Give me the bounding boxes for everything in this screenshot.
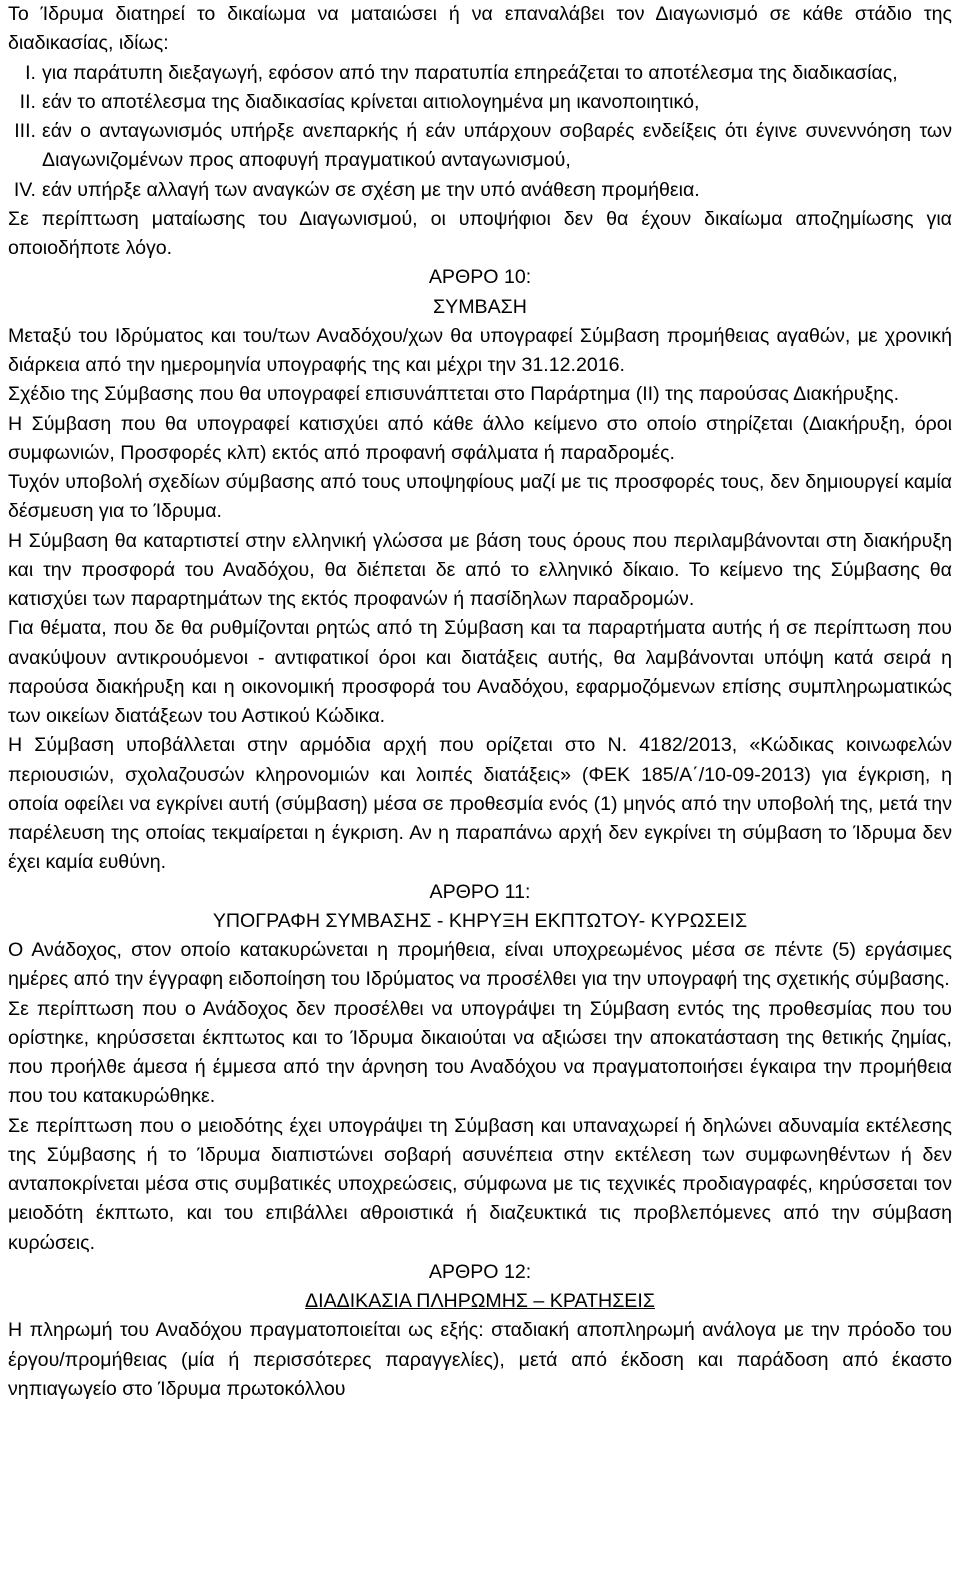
list-item xyxy=(8,88,952,117)
list-item-number: III. xyxy=(14,120,36,142)
list-item-number: I. xyxy=(25,61,36,84)
list-item-text: για παράτυπη διεξαγωγή, εφόσον από την παρατυπία επηρεάζεται το αποτέλεσμα της διαδικασίας, xyxy=(42,61,898,84)
cancellation-note: Σε περίπτωση ματαίωσης του Διαγωνισμού, οι υποψήφιοι δεν θα έχουν δικαίωμα αποζημίωσης για οποιοδήποτε λόγο. xyxy=(8,207,952,259)
article-11-title: ΥΠΟΓΡΑΦΗ ΣΥΜΒΑΣΗΣ - ΚΗΡΥΞΗ ΕΚΠΤΩΤΟΥ- ΚΥΡΩΣΕΙΣ xyxy=(212,909,748,932)
article-10-title: ΣΥΜΒΑΣΗ xyxy=(433,295,527,318)
article-10-paragraph: Η Σύμβαση θα καταρτιστεί στην ελληνική γλώσσα με βάση τους όρους που περιλαμβάνονται στη διακήρυξη και την προσφορά του Αναδόχου, θα διέπεται δε από το ελληνικό δίκαιο. Το κείμενο της Σύμβασης θα κατισχύει των παραρτημάτων της εκτός προφανών ή πασίδηλων παραδρομών. xyxy=(8,529,952,610)
article-10-paragraph: Σχέδιο της Σύμβασης που θα υπογραφεί επισυνάπτεται στο Παράρτημα (ΙΙ) της παρούσας Διακήρυξης. xyxy=(8,383,900,406)
article-10-paragraph: Τυχόν υποβολή σχεδίων σύμβασης από τους υποψηφίους μαζί με τις προσφορές τους, δεν δημιουργεί καμία δέσμευση για το Ίδρυμα. xyxy=(8,471,952,523)
article-10-paragraph: Για θέματα, που δε θα ρυθμίζονται ρητώς από τη Σύμβαση και τα παραρτήματα αυτής ή σε περίπτωση που ανακύψουν αντικρουόμενοι - αντιφατικοί όροι και διατάξεις αυτής, θα λαμβάνονται υπόψη κατά σειρά η παρούσα διακήρυξη και η οικονομική προσφορά του Αναδόχου, εφαρμοζόμενων επίσης συμπληρωματικώς των οικείων διατάξεων του Αστικού Κώδικα. xyxy=(8,617,952,727)
list-item xyxy=(8,117,952,176)
list-item-text: εάν υπήρξε αλλαγή των αναγκών σε σχέση με την υπό ανάθεση προμήθεια. xyxy=(42,178,700,201)
list-item xyxy=(8,176,952,205)
document-body xyxy=(8,0,952,1404)
article-10-paragraph: Μεταξύ του Ιδρύματος και του/των Αναδόχου/χων θα υπογραφεί Σύμβαση προμήθειας αγαθών, με χρονική διάρκεια από την ημερομηνία υπογραφής της και μέχρι την 31.12.2016. xyxy=(8,324,952,376)
article-12-title xyxy=(8,1287,952,1316)
list-item xyxy=(8,59,952,88)
cancellation-reasons-list xyxy=(8,59,952,205)
article-11-paragraph: Σε περίπτωση που ο μειοδότης έχει υπογράψει τη Σύμβαση και υπαναχωρεί ή δηλώνει αδυναμία εκτέλεσης της Σύμβασης ή το Ίδρυμα διαπιστώνει σοβαρή ασυνέπεια στην εκτέλεση των συμφωνηθέντων ή δεν ανταποκρίνεται μέσα στις συμβατικές υποχρεώσεις, σύμφωνα με τις τεχνικές προδιαγραφές, κηρύσσεται τον μειοδότη έκπτωτο, και του επιβάλλει αθροιστικά ή διαζευκτικά τις προβλεπόμενες από την σύμβαση κυρώσεις. xyxy=(8,1114,952,1254)
list-item-number: II. xyxy=(19,90,36,113)
list-item-text: εάν το αποτέλεσμα της διαδικασίας κρίνεται αιτιολογημένα μη ικανοποιητικό, xyxy=(42,90,700,113)
list-item-number: IV. xyxy=(13,178,36,201)
article-10-paragraph: Η Σύμβαση που θα υπογραφεί κατισχύει από κάθε άλλο κείμενο στο οποίο στηρίζεται (Διακήρυξη, όροι συμφωνιών, Προσφορές κλπ) εκτός από προφανή σφάλματα ή παραδρομές. xyxy=(8,412,952,464)
article-11-heading: ΑΡΘΡΟ 11: xyxy=(429,880,531,903)
intro-paragraph: Το Ίδρυμα διατηρεί το δικαίωμα να ματαιώσει ή να επαναλάβει τον Διαγωνισμό σε κάθε στάδιο της διαδικασίας, ιδίως: xyxy=(8,3,952,55)
article-12-heading: ΑΡΘΡΟ 12: xyxy=(428,1260,532,1283)
article-11-paragraph: Ο Ανάδοχος, στον οποίο κατακυρώνεται η προμήθεια, είναι υποχρεωμένος μέσα σε πέντε (5) εργάσιμες ημέρες από την έγγραφη ειδοποίηση του Ιδρύματος να προσέλθει για την υπογραφή της σχετικής σύμβασης. xyxy=(8,939,952,991)
article-10-heading: ΑΡΘΡΟ 10: xyxy=(428,266,532,289)
article-12-title-text: ΔΙΑΔΙΚΑΣΙΑ ΠΛΗΡΩΜΗΣ – ΚΡΑΤΗΣΕΙΣ xyxy=(305,1290,655,1312)
list-item-text: εάν ο ανταγωνισμός υπήρξε ανεπαρκής ή εάν υπάρχουν σοβαρές ενδείξεις ότι έγινε συνεννόηση των Διαγωνιζομένων προς αποφυγή πραγματικού ανταγωνισμού, xyxy=(42,120,952,172)
article-11-paragraph: Σε περίπτωση που ο Ανάδοχος δεν προσέλθει να υπογράψει τη Σύμβαση εντός της προθεσμίας που του ορίστηκε, κηρύσσεται έκπτωτος και το Ίδρυμα δικαιούται να αξιώσει την αποκατάσταση της θετικής ζημίας, που προήλθε άμεσα ή έμμεσα από την άρνηση του Αναδόχου να πραγματοποιήσει έγκαιρα την προμήθεια που του κατακυρώθηκε. xyxy=(8,997,952,1108)
article-10-paragraph: Η Σύμβαση υποβάλλεται στην αρμόδια αρχή που ορίζεται στο Ν. 4182/2013, «Κώδικας κοινωφελών περιουσιών, σχολαζουσών κληρονομιών και λοιπές διατάξεις» (ΦΕΚ 185/Α΄/10-09-2013) για έγκριση, η οποία οφείλει να εγκρίνει αυτή (σύμβαση) μέσα σε προθεσμία ενός (1) μηνός από την υποβολή της, μετά την παρέλευση της οποίας τεκμαίρεται η έγκριση. Αν η παραπάνω αρχή δεν εγκρίνει τη σύμβαση το Ίδρυμα δεν έχει καμία ευθύνη. xyxy=(8,734,952,874)
article-12-paragraph: Η πληρωμή του Αναδόχου πραγματοποιείται ως εξής: σταδιακή αποπληρωμή ανάλογα με την πρόοδο του έργου/προμήθειας (μία ή περισσότερες παραγγελίες), μετά από έκδοση και παράδοση από έκαστο νηπιαγωγείο στο Ίδρυμα πρωτοκόλλου xyxy=(8,1319,952,1400)
